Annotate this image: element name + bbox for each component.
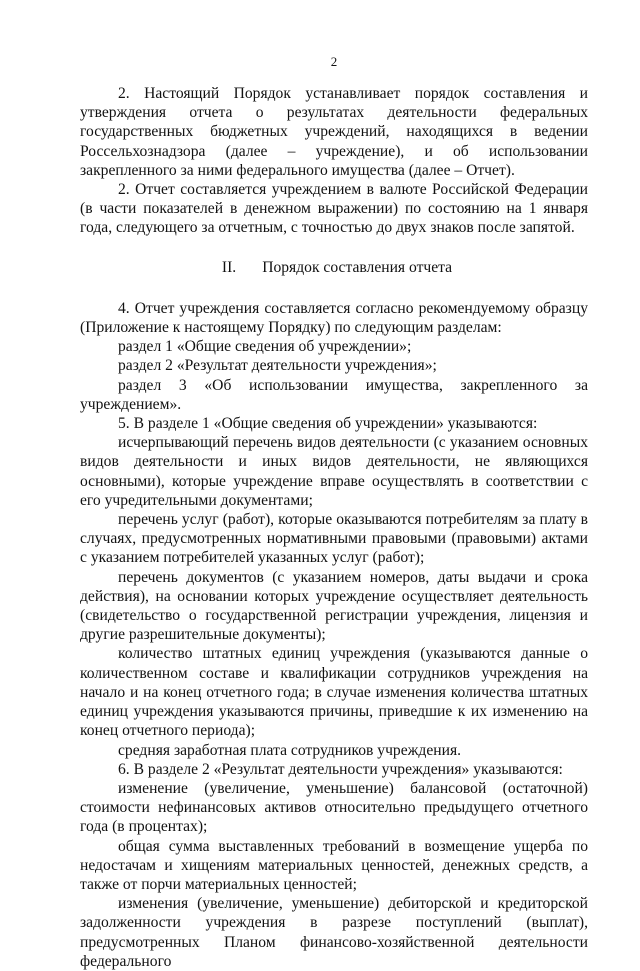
list-item: раздел 1 «Общие сведения об учреждении»; bbox=[118, 338, 412, 356]
document-body bbox=[80, 84, 588, 971]
paragraph: 4. Отчет учреждения составляется согласно рекомендуемому образцу (Приложение к настоящему Порядку) по следующим разделам: bbox=[80, 299, 588, 337]
list-item: раздел 3 «Об использовании имущества, закрепленного за учреждением». bbox=[80, 376, 588, 413]
section-number: II. bbox=[221, 258, 237, 276]
list-item: изменение (увеличение, уменьшение) балансовой (остаточной) стоимости нефинансовых активов относительно предыдущего отчетного года (в процентах); bbox=[80, 779, 588, 836]
paragraph: 5. В разделе 1 «Общие сведения об учреждении» указываются: bbox=[118, 415, 538, 433]
list-item: перечень документов (с указанием номеров, даты выдачи и срока действия), на основании которых учреждение осуществляет деятельность (свидетельство о государственной регистрации учреждения, лицензия и другие разрешительные документы); bbox=[80, 568, 588, 644]
list-item: перечень услуг (работ), которые оказываются потребителям за плату в случаях, предусмотренных нормативными правовыми (правовыми) актами с указанием потребителей указанных услуг (работ); bbox=[80, 511, 588, 567]
section-title: Порядок составления отчета bbox=[262, 258, 453, 276]
section-heading bbox=[80, 258, 588, 277]
paragraph: 6. В разделе 2 «Результат деятельности учреждения» указываются: bbox=[118, 760, 563, 778]
paragraph: 2. Настоящий Порядок устанавливает порядок составления и утверждения отчета о результатах деятельности федеральных государственных бюджетных учреждений, находящихся в ведении Россельхознадзора (далее – учреждение), и об использовании закрепленного за ними федерального имущества (далее – Отчет). bbox=[80, 85, 588, 179]
list-item: общая сумма выставленных требований в возмещение ущерба по недостачам и хищениям материальных ценностей, денежных средств, а также от порчи материальных ценностей; bbox=[80, 837, 588, 893]
list-item: средняя заработная плата сотрудников учреждения. bbox=[118, 741, 462, 759]
page-number: 2 bbox=[330, 54, 338, 69]
list-item: исчерпывающий перечень видов деятельности (с указанием основных видов деятельности и иных видов деятельности, не являющихся основными), которые учреждение вправе осуществлять в соответствии с его учредительными документами; bbox=[80, 434, 588, 509]
list-item: раздел 2 «Результат деятельности учреждения»; bbox=[118, 357, 437, 375]
paragraph: 2. Отчет составляется учреждением в валюте Российской Федерации (в части показателей в денежном выражении) по состоянию на 1 января года, следующего за отчетным, с точностью до двух знаков после запятой. bbox=[80, 181, 588, 237]
list-item: изменения (увеличение, уменьшение) дебиторской и кредиторской задолженности учреждения в разрезе поступлений (выплат), предусмотренных Планом финансово-хозяйственной деятельности федерального bbox=[80, 895, 588, 970]
list-item: количество штатных единиц учреждения (указываются данные о количественном составе и квалификации сотрудников учреждения на начало и на конец отчетного года; в случае изменения количества штатных единиц учреждения указываются причины, приведшие к их изменению на конец отчетного периода); bbox=[80, 645, 588, 740]
